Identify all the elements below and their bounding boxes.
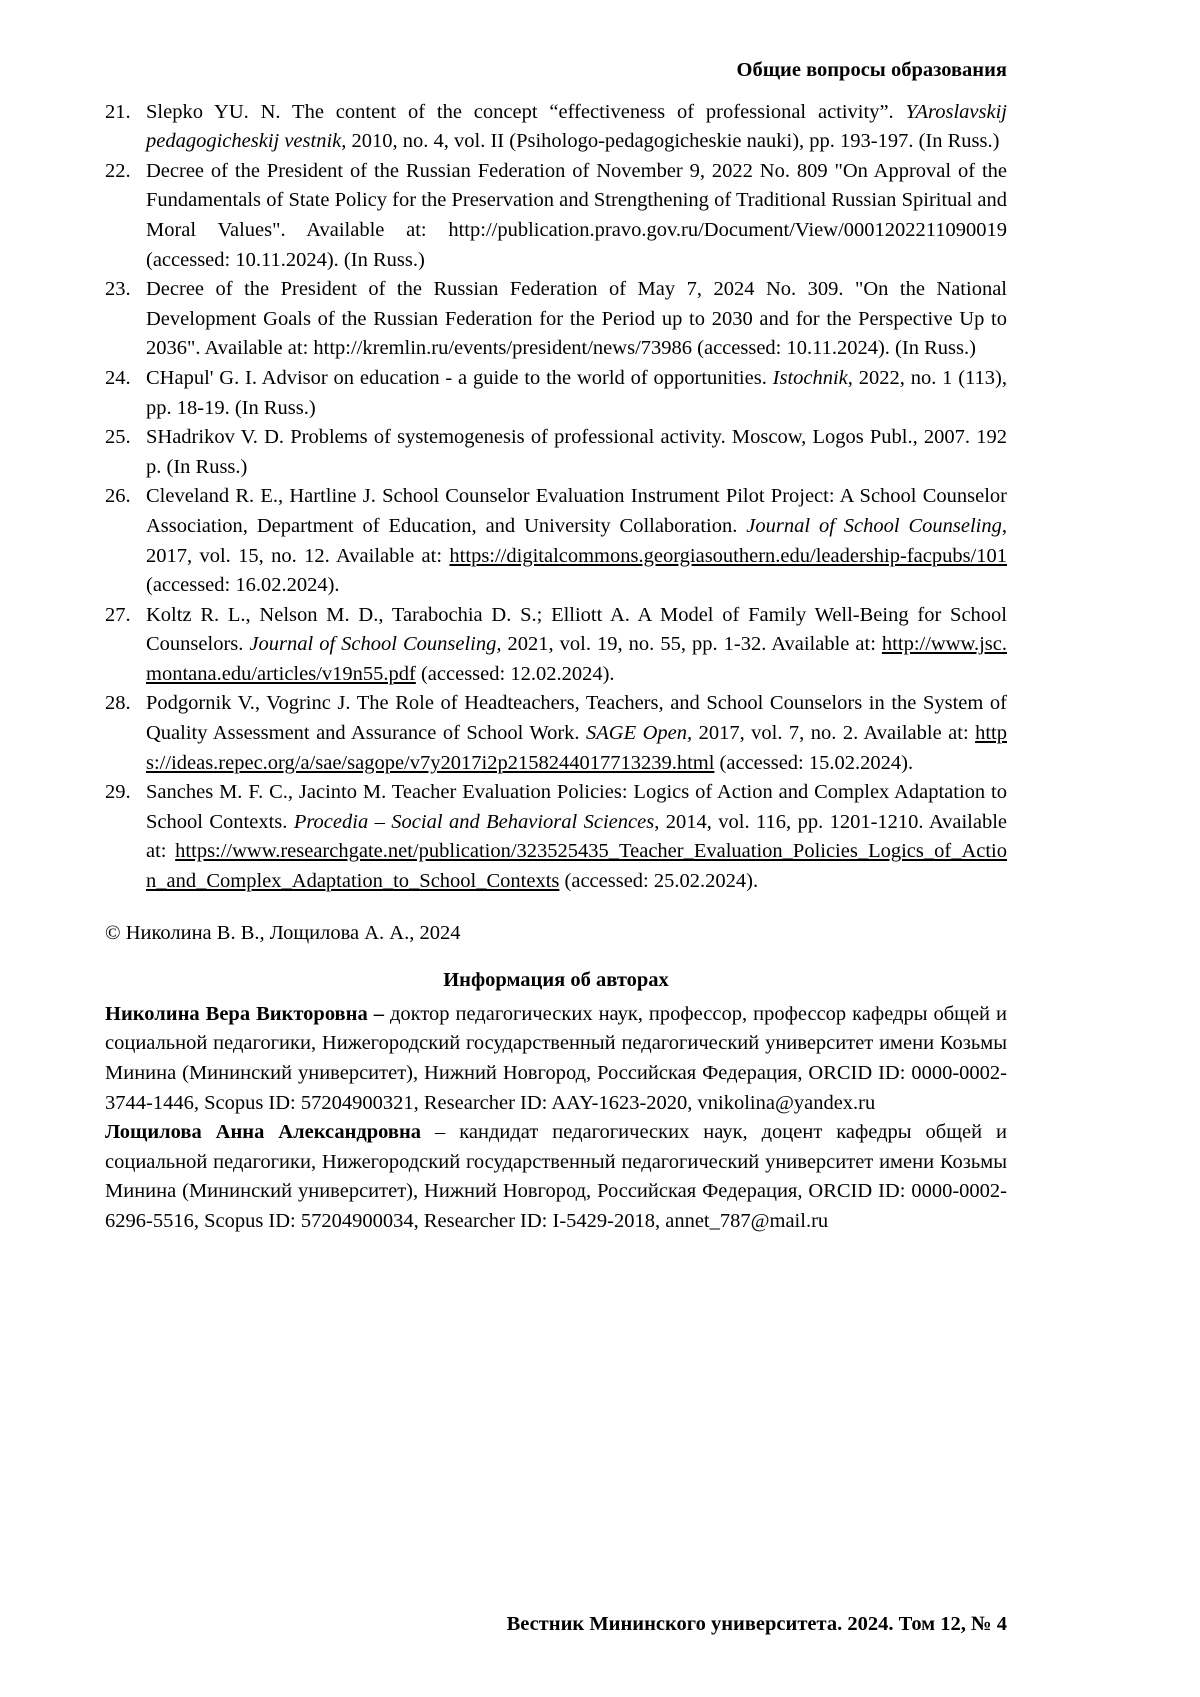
journal-footer: Вестник Мининского университета. 2024. Том 12, № 4 [506,1613,1007,1636]
reference-item [105,275,1007,364]
reference-list [105,98,1007,897]
text-segment: Николина Вера Викторовна – [105,1002,384,1025]
text-segment: CHapul' G. I. Advisor on education - a guide to the world of opportunities. [146,366,773,389]
text-segment: Koltz R. L., Nelson M. D., Tarabochia D. S.; Elliott A. A Model of Family Well-Being for School Counselors. [146,603,1007,656]
reference-number: 25. [105,426,131,449]
text-segment: 2021, vol. 19, no. 55, pp. 1-32. Available at: [501,633,882,656]
text-segment: , 2017, vol. 15, no. 12. Available at: [146,514,1008,567]
reference-link[interactable]: https://digitalcommons.georgiasouthern.edu/leadership-facpubs/101 [449,544,1007,567]
text-segment: доктор педагогических наук, профессор, профессор кафедры общей и социальной педагогики, Нижегородский государственный педагогический университет имени Козьмы Минина (Мининский университет), Нижний Новгород, Российская Федерация, ORCID ID: 0000-0002-3744-1446, Scopus ID: 57204900321, Researcher ID: AAY-1623-2020, vnikolina@yandex.ru [105,1002,1007,1114]
reference-item [105,423,1007,482]
text-segment: Slepko YU. N. The content of the concept “effectiveness of professional activity”. [146,100,906,123]
text-segment: – кандидат педагогических наук, доцент кафедры общей и социальной педагогики, Нижегородский государственный педагогический университет имени Козьмы Минина (Мининский университет), Нижний Новгород, Российская Федерация, ORCID ID: 0000-0002-6296-5516, Scopus ID: 57204900034, Researcher ID: I-5429-2018, annet_787@mail.ru [105,1121,1007,1232]
text-segment: Istochnik, [772,366,853,389]
reference-item [105,778,1007,896]
reference-number: 21. [105,100,131,123]
reference-item [105,689,1007,778]
reference-link[interactable]: https://www.researchgate.net/publication/323525435_Teacher_Evaluation_Policies_Logics_of_Action_and_Complex_Adaptation_to_School_Contexts [146,840,1007,893]
authors-info [105,1000,1007,1237]
text-segment: SHadrikov V. D. Problems of systemogenesis of professional activity. Moscow, Logos Publ., 2007. 192 p. (In Russ.) [146,426,1007,478]
text-segment: Decree of the President of the Russian Federation of November 9, 2022 No. 809 "On Approval of the Fundamentals of State Policy for the Preservation and Strengthening of Traditional Russian Spiritual and Moral Values". Available at: http://publication.pravo.gov.ru/Document/View/0001202211090019 (accessed: 10.11.2024). (In Russ.) [146,159,1007,271]
reference-number: 22. [105,159,131,182]
reference-item [105,364,1007,423]
reference-item [105,601,1007,690]
text-segment: (accessed: 12.02.2024). [415,662,615,685]
text-segment: (accessed: 25.02.2024). [559,870,759,893]
text-segment: SAGE Open, [586,722,693,745]
reference-item [105,482,1007,600]
authors-section-title: Информация об авторах [443,969,669,992]
text-segment: Decree of the President of the Russian Federation of May 7, 2024 No. 309. "On the National Development Goals of the Russian Federation for the Period up to 2030 and for the Perspective Up to 2036". Available at: http://kremlin.ru/events/president/news/73986 (accessed: 10.11.2024). (In Russ.) [146,278,1007,360]
copyright-line: © Николина В. В., Лощилова А. А., 2024 [105,921,461,944]
reference-item [105,98,1007,157]
reference-number: 28. [105,692,131,715]
reference-number: 26. [105,485,131,508]
text-segment: Лощилова Анна Александровна [105,1121,422,1144]
text-segment: Journal of School Counseling, [249,633,502,656]
text-segment: 2017, vol. 7, no. 2. Available at: [692,722,976,745]
reference-number: 23. [105,278,131,301]
reference-number: 27. [105,603,131,626]
reference-number: 29. [105,781,131,804]
reference-item [105,157,1007,275]
text-segment: 2022, no. 1 (113), pp. 18-19. (In Russ.) [146,366,1007,419]
text-segment: Procedia – Social and Behavioral Sciences [293,810,655,833]
reference-link[interactable]: https://ideas.repec.org/a/sae/sagope/v7y2017i2p2158244017713239.html [146,722,1007,774]
text-segment: Journal of School Counseling [746,514,1002,537]
author-entry [105,1118,1007,1236]
reference-link[interactable]: http://www.jsc.montana.edu/articles/v19n55.pdf [146,633,1008,685]
text-segment: (accessed: 15.02.2024). [714,751,914,774]
text-segment: Podgornik V., Vogrinc J. The Role of Headteachers, Teachers, and School Counselors in the System of Quality Assessment and Assurance of School Work. [146,692,1007,745]
text-segment: , 2014, vol. 116, pp. 1201-1210. Available at: [146,810,1008,863]
author-entry [105,1000,1007,1118]
text-segment: Cleveland R. E., Hartline J. School Counselor Evaluation Instrument Pilot Project: A School Counselor Association, Department of Education, and University Collaboration. [146,485,1007,537]
running-head: Общие вопросы образования [736,59,1007,81]
text-segment: YAroslavskij pedagogicheskij vestnik [146,100,1007,153]
text-segment: , 2010, no. 4, vol. II (Psihologo-pedagogicheskie nauki), pp. 193-197. (In Russ.) [341,130,1000,153]
text-segment: (accessed: 16.02.2024). [146,574,340,597]
text-segment: Sanches M. F. C., Jacinto M. Teacher Evaluation Policies: Logics of Action and Complex Adaptation to School Contexts. [146,781,1007,833]
reference-number: 24. [105,366,131,389]
